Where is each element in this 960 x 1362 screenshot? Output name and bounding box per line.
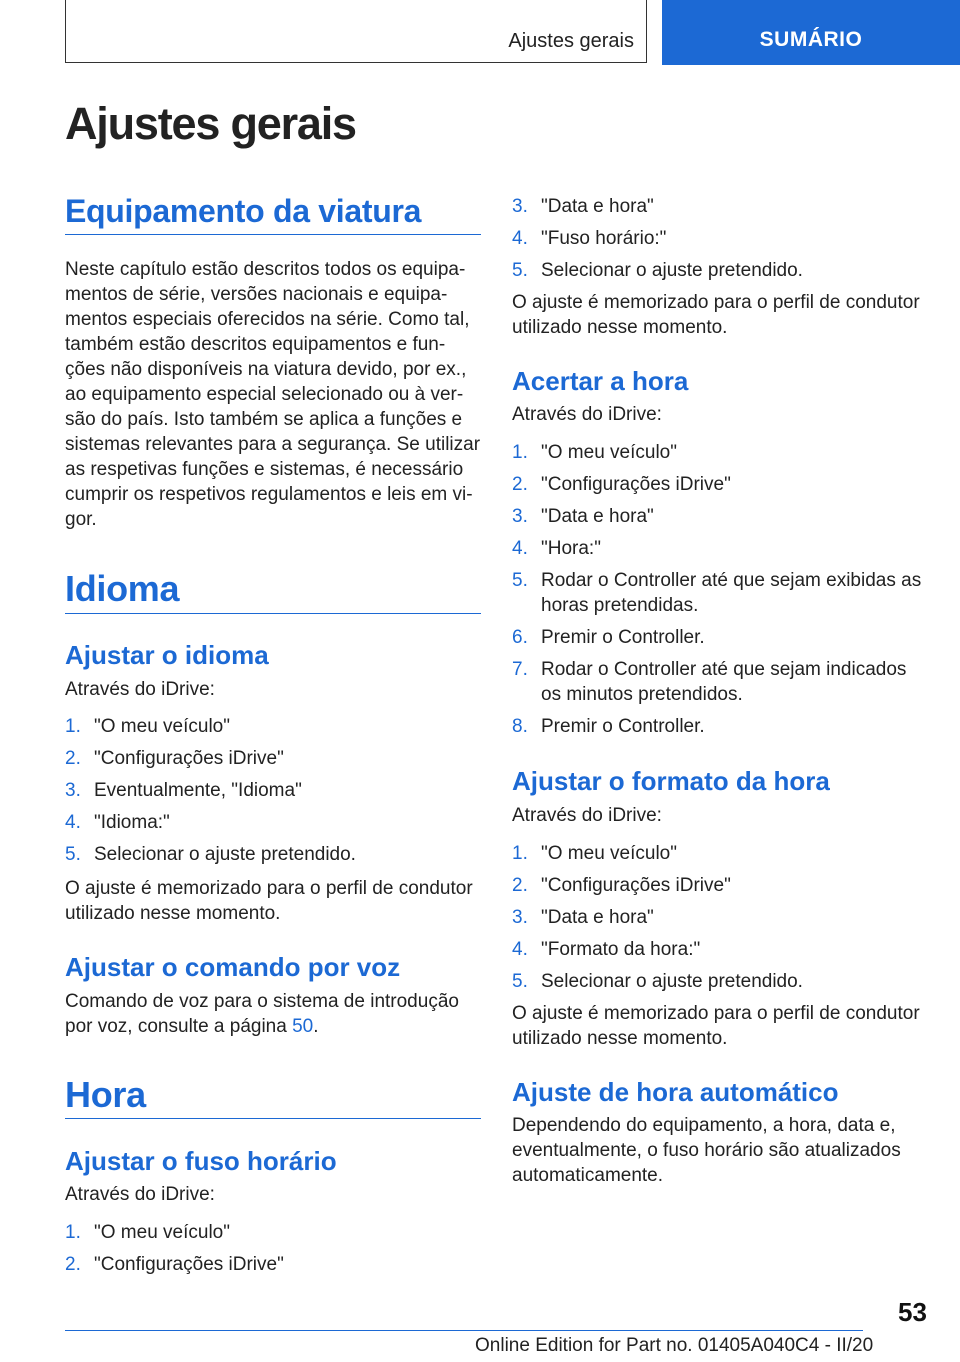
- list-number: 3.: [512, 506, 528, 527]
- list-number: 2.: [512, 474, 528, 495]
- list-item: [512, 937, 928, 962]
- list-item: [512, 873, 928, 898]
- list-item: [512, 472, 928, 497]
- note-line: O ajuste é memorizado para o perfil de condutor: [512, 1003, 920, 1024]
- heading-equipamento: Equipamento da viatura: [65, 193, 422, 229]
- list-item: [512, 969, 928, 994]
- list-number: 4.: [512, 538, 528, 559]
- list-text: "Fuso horário:": [541, 228, 667, 249]
- paragraph-line: mentos de série, versões nacionais e equipa-: [65, 284, 448, 305]
- list-number: 4.: [512, 228, 528, 249]
- list-item: [65, 842, 481, 867]
- list-text-cont: os minutos pretendidos.: [541, 684, 743, 705]
- list-text: "O meu veículo": [94, 716, 230, 737]
- list-text: "Data e hora": [541, 506, 654, 527]
- page-number: 53: [898, 1297, 927, 1327]
- list-item: [512, 194, 928, 219]
- voice-line: [65, 1014, 481, 1039]
- tz-note: [512, 290, 928, 340]
- list-item: [512, 440, 928, 465]
- list-text: "Configurações iDrive": [94, 748, 284, 769]
- equipment-paragraph: [65, 257, 481, 532]
- list-text: Rodar o Controller até que sejam indicados: [541, 659, 907, 680]
- paragraph-line: eventualmente, o fuso horário são atualizados: [512, 1140, 901, 1161]
- heading-formato-hora: Ajustar o formato da hora: [512, 766, 830, 796]
- list-item: [512, 841, 928, 866]
- note-line: O ajuste é memorizado para o perfil de condutor: [512, 292, 920, 313]
- heading-fuso-horario: Ajustar o fuso horário: [65, 1146, 337, 1176]
- list-item: [512, 714, 928, 739]
- list-text: "Configurações iDrive": [541, 875, 731, 896]
- page-link[interactable]: 50: [292, 1016, 314, 1037]
- list-item: [65, 810, 481, 835]
- list-text: "O meu veículo": [541, 442, 677, 463]
- list-number: 3.: [512, 196, 528, 217]
- list-number: 1.: [512, 442, 528, 463]
- list-item: [65, 1252, 481, 1277]
- paragraph-line: também estão descritos equipamentos e fun-: [65, 334, 446, 355]
- voice-end: .: [313, 1016, 319, 1037]
- list-number: 3.: [65, 780, 81, 801]
- list-number: 6.: [512, 627, 528, 648]
- paragraph-line: são do país. Isto também se aplica a funções e: [65, 409, 463, 430]
- heading-rule: [65, 234, 481, 235]
- list-text: "Idioma:": [94, 812, 170, 833]
- list-text: "Configurações iDrive": [541, 474, 731, 495]
- paragraph-line: cumprir os respetivos regulamentos e leis em vi-: [65, 484, 473, 505]
- list-item: [512, 568, 928, 618]
- footer-edition-text: Online Edition for Part no. 01405A040C4 - II/20: [475, 1335, 874, 1356]
- lang-note: [65, 876, 481, 926]
- paragraph-line: mentos especiais oferecidos na série. Como tal,: [65, 309, 470, 330]
- list-item: [512, 905, 928, 930]
- paragraph-line: ções não disponíveis na viatura devido, por ex.,: [65, 359, 467, 380]
- time-intro: Através do iDrive:: [512, 404, 662, 425]
- heading-acertar-hora: Acertar a hora: [512, 366, 689, 396]
- list-text: Premir o Controller.: [541, 627, 705, 648]
- list-number: 5.: [512, 971, 528, 992]
- list-number: 1.: [512, 843, 528, 864]
- auto-paragraph: [512, 1113, 928, 1188]
- paragraph-line: gor.: [65, 509, 97, 530]
- list-number: 5.: [512, 570, 528, 591]
- list-item: [65, 778, 481, 803]
- list-number: 8.: [512, 716, 528, 737]
- paragraph-line: as respetivas funções e sistemas, é necessário: [65, 459, 464, 480]
- list-item: [65, 1220, 481, 1245]
- list-number: 2.: [512, 875, 528, 896]
- list-text-cont: horas pretendidas.: [541, 595, 699, 616]
- list-text: Eventualmente, "Idioma": [94, 780, 302, 801]
- list-number: 4.: [65, 812, 81, 833]
- paragraph-line: Dependendo do equipamento, a hora, data e,: [512, 1115, 896, 1136]
- note-line: utilizado nesse momento.: [512, 317, 728, 338]
- note-line: O ajuste é memorizado para o perfil de condutor: [65, 878, 473, 899]
- list-text: Premir o Controller.: [541, 716, 705, 737]
- voice-paragraph: [65, 989, 481, 1039]
- list-text: "Configurações iDrive": [94, 1254, 284, 1275]
- list-number: 5.: [65, 844, 81, 865]
- heading-hora: Hora: [65, 1074, 146, 1115]
- list-number: 3.: [512, 907, 528, 928]
- voice-line: Comando de voz para o sistema de introdução: [65, 991, 459, 1012]
- list-number: 2.: [65, 748, 81, 769]
- heading-hora-automatico: Ajuste de hora automático: [512, 1077, 839, 1107]
- header-section-box: [65, 0, 647, 63]
- page-title: Ajustes gerais: [65, 98, 356, 149]
- list-text: Selecionar o ajuste pretendido.: [94, 844, 356, 865]
- list-item: [512, 258, 928, 283]
- footer-rule: [65, 1330, 863, 1331]
- list-number: 1.: [65, 716, 81, 737]
- list-text: "Data e hora": [541, 907, 654, 928]
- paragraph-line: automaticamente.: [512, 1165, 664, 1186]
- list-text: "O meu veículo": [94, 1222, 230, 1243]
- list-item: [512, 625, 928, 650]
- list-number: 7.: [512, 659, 528, 680]
- list-number: 5.: [512, 260, 528, 281]
- list-text: "Hora:": [541, 538, 601, 559]
- lang-intro: Através do iDrive:: [65, 679, 215, 700]
- heading-rule: [65, 1118, 481, 1119]
- header-section-title: Ajustes gerais: [508, 30, 634, 52]
- summary-button[interactable]: SUMÁRIO: [662, 0, 960, 65]
- paragraph-line: sistemas relevantes para a segurança. Se utilizar: [65, 434, 481, 455]
- list-item: [512, 226, 928, 251]
- heading-rule: [65, 613, 481, 614]
- list-text: "O meu veículo": [541, 843, 677, 864]
- heading-idioma: Idioma: [65, 568, 180, 609]
- format-note: [512, 1001, 928, 1051]
- list-item: [65, 714, 481, 739]
- tz-intro: Através do iDrive:: [65, 1184, 215, 1205]
- list-text: "Formato da hora:": [541, 939, 701, 960]
- list-text: "Data e hora": [541, 196, 654, 217]
- note-line: utilizado nesse momento.: [65, 903, 281, 924]
- note-line: utilizado nesse momento.: [512, 1028, 728, 1049]
- heading-comando-voz: Ajustar o comando por voz: [65, 952, 401, 982]
- list-text: Selecionar o ajuste pretendido.: [541, 260, 803, 281]
- list-number: 4.: [512, 939, 528, 960]
- paragraph-line: ao equipamento especial selecionado ou à ver-: [65, 384, 464, 405]
- voice-text: por voz, consulte a página: [65, 1016, 293, 1037]
- list-item: [512, 657, 928, 707]
- list-number: 1.: [65, 1222, 81, 1243]
- list-item: [65, 746, 481, 771]
- list-item: [512, 536, 928, 561]
- list-item: [512, 504, 928, 529]
- heading-ajustar-idioma: Ajustar o idioma: [65, 640, 269, 670]
- list-number: 2.: [65, 1254, 81, 1275]
- list-text: Rodar o Controller até que sejam exibidas as: [541, 570, 922, 591]
- paragraph-line: Neste capítulo estão descritos todos os equipa-: [65, 259, 466, 280]
- list-text: Selecionar o ajuste pretendido.: [541, 971, 803, 992]
- format-intro: Através do iDrive:: [512, 805, 662, 826]
